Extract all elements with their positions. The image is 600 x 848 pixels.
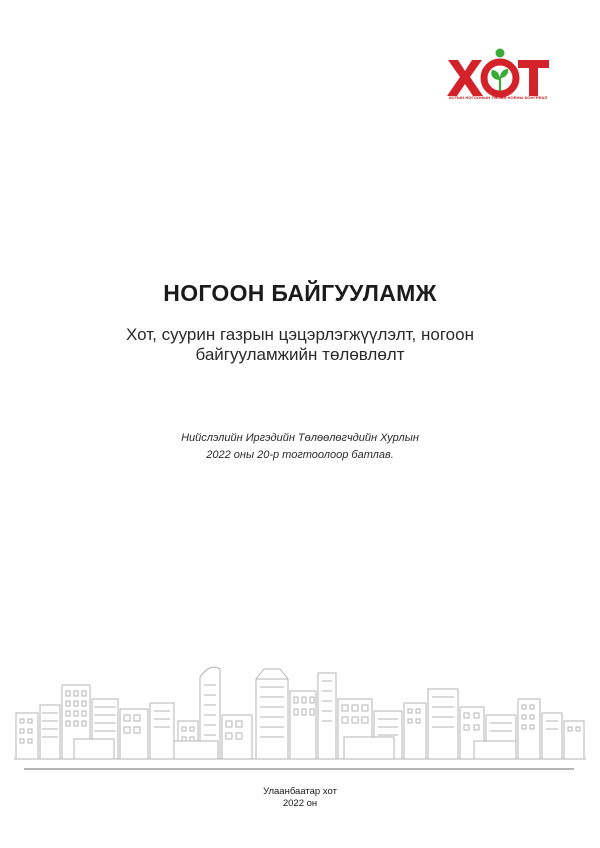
document-footer — [0, 786, 600, 810]
approval-line-1: Нийслэлийн Иргэдийн Төлөөлөгчдийн Хурлын — [181, 432, 419, 444]
document-subtitle — [100, 325, 500, 365]
logo-mark — [446, 48, 550, 98]
city-skyline-illustration — [14, 655, 586, 775]
approval-note — [100, 430, 500, 464]
logo-tagline: ХОТЫН НОГООНЫН ТӨЛӨВ НОЕНЫ КОНГРЕАЛ — [448, 95, 548, 100]
footer-year: 2022 он — [282, 798, 318, 809]
xot-logo — [446, 48, 550, 102]
sprout-icon — [491, 69, 508, 90]
document-title: НОГООН БАЙГУУЛАМЖ — [163, 280, 437, 306]
footer-city: Улаанбаатар хот — [263, 786, 337, 797]
approval-line-2: 2022 оны 20-р тогтоолоор батлав. — [206, 449, 394, 461]
subtitle-line-2: байгууламжийн төлөвлөлт — [195, 345, 405, 364]
subtitle-line-1: Хот, суурин газрын цэцэрлэгжүүлэлт, ногоон — [126, 325, 474, 344]
